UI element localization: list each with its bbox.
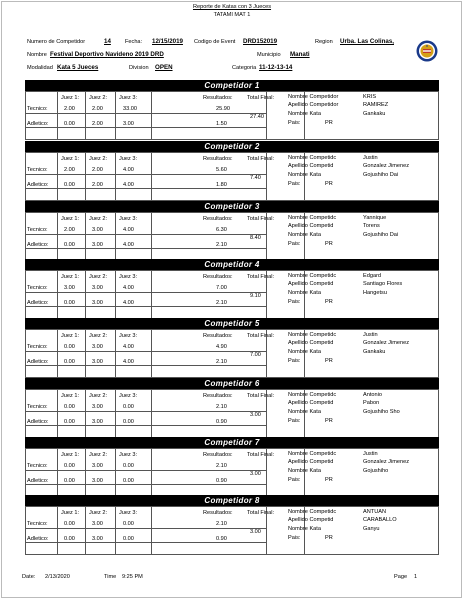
apellido-label: Apellido Competid [288, 281, 334, 287]
row-divider [26, 528, 266, 529]
tecnico-resultado: 2.10 [216, 521, 227, 527]
tecnico-label: Tecnico: [27, 167, 48, 173]
total-final-value: 3.00 [250, 471, 261, 477]
atletico-resultado: 0.90 [216, 536, 227, 542]
atletico-resultado: 0.90 [216, 478, 227, 484]
competitor-title: Competidor 3 [25, 201, 439, 212]
atletico-juez3: 4.00 [123, 300, 134, 306]
competitor-kata: Gojushiho Dai [363, 172, 399, 178]
tecnico-juez1: 0.00 [64, 463, 75, 469]
resultados-label: Resultados: [203, 156, 233, 162]
tecnico-resultado: 2.10 [216, 404, 227, 410]
tecnico-juez2: 3.00 [92, 344, 103, 350]
competitor-block [25, 80, 439, 141]
total-final-label: Total Final: [247, 274, 275, 280]
resultados-label: Resultados: [203, 452, 233, 458]
juez2-label: Juez 2: [89, 95, 108, 101]
atletico-resultado: 0.90 [216, 419, 227, 425]
atletico-juez2: 3.00 [92, 419, 103, 425]
atletico-label: Adletico: [27, 242, 49, 248]
total-final-label: Total Final: [247, 510, 275, 516]
row-divider [26, 234, 266, 235]
atletico-juez3: 0.00 [123, 419, 134, 425]
competitor-title: Competidor 1 [25, 80, 439, 91]
atletico-juez2: 3.00 [92, 242, 103, 248]
row-divider [57, 425, 266, 426]
nombre-label: Nombre Competidc [288, 273, 337, 279]
kata-label: Nombre Kata [288, 111, 321, 117]
resultados-label: Resultados: [203, 216, 233, 222]
resultados-label: Resultados: [203, 333, 233, 339]
competitor-pais: PR [325, 241, 333, 247]
competitor-score-box [25, 91, 439, 140]
row-divider [26, 411, 266, 412]
row-divider [26, 292, 266, 293]
competitor-block [25, 437, 439, 498]
juez2-label: Juez 2: [89, 393, 108, 399]
resultados-label: Resultados: [203, 393, 233, 399]
competitor-pais: PR [325, 477, 333, 483]
tecnico-juez3: 4.00 [123, 344, 134, 350]
competitor-pais: PR [325, 535, 333, 541]
kata-label: Nombre Kata [288, 526, 321, 532]
tecnico-juez3: 33.00 [123, 106, 137, 112]
competitor-surname: Pabon [363, 400, 380, 406]
tecnico-label: Tecnico: [27, 404, 48, 410]
table-divider [115, 390, 116, 438]
footer-date: 2/13/2020 [45, 574, 70, 580]
atletico-juez1: 0.00 [64, 536, 75, 542]
competitor-name: Antonio [363, 392, 382, 398]
juez2-label: Juez 2: [89, 510, 108, 516]
tecnico-juez1: 0.00 [64, 521, 75, 527]
table-divider [57, 449, 58, 497]
total-final-value: 7.40 [250, 175, 261, 181]
juez1-label: Juez 1: [61, 156, 80, 162]
competitor-block [25, 259, 439, 320]
competitor-surname: Torens [363, 223, 380, 229]
atletico-juez3: 3.00 [123, 121, 134, 127]
competitor-score-box [25, 448, 439, 497]
row-divider [26, 470, 266, 471]
nombre-label: Nombre Competidc [288, 155, 337, 161]
atletico-juez1: 0.00 [64, 359, 75, 365]
total-final-value: 3.00 [250, 412, 261, 418]
juez1-label: Juez 1: [61, 510, 80, 516]
atletico-label: Adletico: [27, 300, 49, 306]
pais-label: Pais: [288, 535, 301, 541]
competitor-pais: PR [325, 418, 333, 424]
table-divider [115, 507, 116, 555]
tecnico-resultado: 5.60 [216, 167, 227, 173]
juez2-label: Juez 2: [89, 452, 108, 458]
pais-label: Pais: [288, 241, 301, 247]
row-divider [57, 306, 266, 307]
tecnico-juez1: 3.00 [64, 285, 75, 291]
tecnico-juez3: 0.00 [123, 463, 134, 469]
atletico-juez1: 0.00 [64, 121, 75, 127]
competitor-pais: PR [325, 299, 333, 305]
juez3-label: Juez 3: [119, 452, 138, 458]
competitor-title: Competidor 5 [25, 318, 439, 329]
table-divider [85, 449, 86, 497]
juez2-label: Juez 2: [89, 156, 108, 162]
event-date: 12/15/2019 [152, 38, 183, 45]
total-final-label: Total Final: [247, 216, 275, 222]
tecnico-juez1: 0.00 [64, 404, 75, 410]
federation-logo-icon [416, 40, 438, 62]
competitor-surname: CARABALLO [363, 517, 397, 523]
kata-label: Nombre Kata [288, 468, 321, 474]
table-divider [115, 271, 116, 319]
competitor-surname: Santiago Flores [363, 281, 403, 287]
table-divider [57, 507, 58, 555]
juez2-label: Juez 2: [89, 274, 108, 280]
juez3-label: Juez 3: [119, 156, 138, 162]
competitor-name: Edgard [363, 273, 382, 279]
juez1-label: Juez 1: [61, 95, 80, 101]
atletico-juez3: 4.00 [123, 182, 134, 188]
competitor-name: Justin [363, 155, 378, 161]
table-divider [115, 153, 116, 201]
tecnico-juez1: 0.00 [64, 344, 75, 350]
total-final-label: Total Final: [247, 452, 275, 458]
table-divider [151, 213, 152, 261]
atletico-juez2: 3.00 [92, 536, 103, 542]
juez1-label: Juez 1: [61, 216, 80, 222]
table-divider [151, 271, 152, 319]
region: Urba. Las Colinas, [340, 38, 394, 45]
tecnico-juez3: 4.00 [123, 167, 134, 173]
competitor-surname: Gonzalez Jimenez [363, 340, 410, 346]
tecnico-resultado: 6.30 [216, 227, 227, 233]
competitor-block [25, 495, 439, 556]
juez3-label: Juez 3: [119, 274, 138, 280]
tecnico-juez3: 4.00 [123, 285, 134, 291]
table-divider [57, 92, 58, 140]
row-divider [57, 484, 266, 485]
atletico-juez1: 0.00 [64, 182, 75, 188]
table-divider [115, 449, 116, 497]
atletico-juez2: 2.00 [92, 182, 103, 188]
tecnico-resultado: 25.90 [216, 106, 230, 112]
competitor-block [25, 201, 439, 262]
row-divider [26, 127, 57, 128]
table-divider [115, 330, 116, 378]
tecnico-label: Tecnico: [27, 106, 48, 112]
juez3-label: Juez 3: [119, 95, 138, 101]
competitor-score-box [25, 329, 439, 378]
competitor-title: Competidor 4 [25, 259, 439, 270]
atletico-juez1: 0.00 [64, 300, 75, 306]
pais-label: Pais: [288, 477, 301, 483]
kata-label: Nombre Kata [288, 349, 321, 355]
total-final-label: Total Final: [247, 333, 275, 339]
nombre-label: Nombre Competidc [288, 215, 337, 221]
juez1-label: Juez 1: [61, 333, 80, 339]
competitor-pais: PR [325, 358, 333, 364]
competitor-score-box [25, 152, 439, 201]
competitor-block [25, 141, 439, 202]
event-code-label: Codigo de Event [194, 39, 236, 45]
tecnico-resultado: 7.00 [216, 285, 227, 291]
table-divider [85, 390, 86, 438]
tecnico-label: Tecnico: [27, 463, 48, 469]
competitor-name: ANTUAN [363, 509, 386, 515]
atletico-juez2: 2.00 [92, 121, 103, 127]
row-divider [26, 188, 57, 189]
table-divider [115, 213, 116, 261]
competitor-name: KRIS [363, 94, 377, 100]
atletico-juez3: 4.00 [123, 359, 134, 365]
row-divider [26, 365, 57, 366]
kata-label: Nombre Kata [288, 409, 321, 415]
tecnico-juez1: 2.00 [64, 227, 75, 233]
juez3-label: Juez 3: [119, 216, 138, 222]
apellido-label: Apellido Competid [288, 223, 334, 229]
competitor-count-label: Numero de Competidor [27, 39, 86, 45]
competitor-score-box [25, 212, 439, 261]
competitor-title: Competidor 8 [25, 495, 439, 506]
atletico-juez3: 0.00 [123, 478, 134, 484]
competitor-count: 14 [104, 38, 111, 45]
table-divider [57, 213, 58, 261]
kata-label: Nombre Kata [288, 172, 321, 178]
table-divider [57, 330, 58, 378]
footer-time-label: Time [104, 574, 117, 580]
municipality: Manati [290, 51, 310, 58]
atletico-label: Adletico: [27, 536, 49, 542]
atletico-juez2: 3.00 [92, 300, 103, 306]
table-divider [85, 92, 86, 140]
table-divider [57, 153, 58, 201]
tecnico-label: Tecnico: [27, 344, 48, 350]
total-final-value: 7.00 [250, 352, 261, 358]
atletico-resultado: 2.10 [216, 300, 227, 306]
report-title: Reporte de Katas con 3 Jueces [192, 4, 272, 10]
kata-label: Nombre Kata [288, 232, 321, 238]
competitor-name: Justin [363, 451, 378, 457]
atletico-resultado: 1.50 [216, 121, 227, 127]
apellido-label: Apellido Competid [288, 517, 334, 523]
pais-label: Pais: [288, 181, 301, 187]
kata-label: Nombre Kata [288, 290, 321, 296]
nombre-label: Nombre Competidc [288, 451, 337, 457]
tecnico-resultado: 4.90 [216, 344, 227, 350]
table-divider [57, 271, 58, 319]
juez3-label: Juez 3: [119, 510, 138, 516]
row-divider [26, 306, 57, 307]
table-divider [151, 330, 152, 378]
table-divider [151, 507, 152, 555]
table-divider [151, 153, 152, 201]
division-label: Division [129, 65, 149, 71]
nombre-label: Nombre Competidc [288, 392, 337, 398]
competitor-surname: Gonzalez Jimenez [363, 459, 410, 465]
competitor-block [25, 378, 439, 439]
competitor-kata: Hangetsu [363, 290, 387, 296]
apellido-label: Apellido Competid [288, 400, 334, 406]
table-divider [85, 213, 86, 261]
competitor-kata: Gankaku [363, 349, 386, 355]
pais-label: Pais: [288, 299, 301, 305]
tecnico-juez3: 4.00 [123, 227, 134, 233]
tecnico-juez2: 2.00 [92, 106, 103, 112]
footer-date-label: Date: [22, 574, 36, 580]
atletico-resultado: 2.10 [216, 242, 227, 248]
atletico-juez1: 0.00 [64, 419, 75, 425]
category: 11-12-13-14 [259, 64, 293, 71]
municipality-label: Municipio [257, 52, 281, 58]
juez2-label: Juez 2: [89, 216, 108, 222]
event-name-label: Nombre [27, 52, 47, 58]
event-code: DRD152019 [243, 38, 278, 45]
tecnico-label: Tecnico: [27, 227, 48, 233]
table-divider [85, 153, 86, 201]
total-final-value: 9.10 [250, 293, 261, 299]
competitor-kata: Gojushiho Dai [363, 232, 399, 238]
tecnico-juez2: 3.00 [92, 521, 103, 527]
total-final-value: 3.00 [250, 529, 261, 535]
competitor-kata: Ganyu [363, 526, 380, 532]
table-divider [57, 390, 58, 438]
atletico-label: Adletico: [27, 419, 49, 425]
table-divider [85, 507, 86, 555]
table-divider [85, 330, 86, 378]
competitor-score-box [25, 270, 439, 319]
competitor-title: Competidor 7 [25, 437, 439, 448]
atletico-label: Adletico: [27, 121, 49, 127]
juez3-label: Juez 3: [119, 333, 138, 339]
row-divider [57, 248, 266, 249]
apellido-label: Apellido Competid [288, 459, 334, 465]
row-divider [26, 425, 57, 426]
row-divider [57, 542, 266, 543]
tecnico-juez3: 0.00 [123, 404, 134, 410]
region-label: Region [315, 39, 333, 45]
competitor-pais: PR [325, 120, 333, 126]
atletico-juez1: 0.00 [64, 478, 75, 484]
modality: Kata 5 Jueces [57, 64, 99, 71]
total-final-value: 8.40 [250, 235, 261, 241]
atletico-juez2: 3.00 [92, 478, 103, 484]
footer-page-label: Page [394, 574, 408, 580]
nombre-label: Nombre Competidc [288, 509, 337, 515]
nombre-label: Nombre Competidor [288, 94, 339, 100]
total-final-value: 27.40 [250, 114, 264, 120]
atletico-juez1: 0.00 [64, 242, 75, 248]
competitor-kata: Gojushiho [363, 468, 389, 474]
atletico-label: Adletico: [27, 182, 49, 188]
atletico-juez3: 4.00 [123, 242, 134, 248]
row-divider [26, 484, 57, 485]
tecnico-juez2: 3.00 [92, 227, 103, 233]
atletico-juez3: 0.00 [123, 536, 134, 542]
footer-page: 1 [414, 574, 418, 580]
row-divider [57, 127, 266, 128]
competitor-name: Yannique [363, 215, 387, 221]
atletico-label: Adletico: [27, 359, 49, 365]
modality-label: Modalidad [27, 65, 53, 71]
nombre-label: Nombre Competidc [288, 332, 337, 338]
report-subtitle: TATAMI MAT 1 [213, 12, 251, 18]
row-divider [26, 248, 57, 249]
tecnico-resultado: 2.10 [216, 463, 227, 469]
tecnico-juez2: 3.00 [92, 463, 103, 469]
total-final-label: Total Final: [247, 156, 275, 162]
apellido-label: Apellido Competidor [288, 102, 339, 108]
juez1-label: Juez 1: [61, 393, 80, 399]
pais-label: Pais: [288, 418, 301, 424]
total-final-label: Total Final: [247, 95, 275, 101]
row-divider [57, 365, 266, 366]
competitor-name: Justin [363, 332, 378, 338]
competitor-block [25, 318, 439, 379]
atletico-resultado: 2.10 [216, 359, 227, 365]
total-final-label: Total Final: [247, 393, 275, 399]
date-label: Fecha: [125, 39, 143, 45]
apellido-label: Apellido Competid [288, 163, 334, 169]
tecnico-juez2: 3.00 [92, 404, 103, 410]
table-divider [85, 271, 86, 319]
table-divider [115, 92, 116, 140]
resultados-label: Resultados: [203, 95, 233, 101]
juez1-label: Juez 1: [61, 452, 80, 458]
event-name: Festival Deportivo Navideno 2019 DRD [50, 51, 164, 58]
table-divider [151, 390, 152, 438]
competitor-surname: Gonzalez Jimenez [363, 163, 410, 169]
resultados-label: Resultados: [203, 510, 233, 516]
competitor-kata: Gojushiho Sho [363, 409, 400, 415]
row-divider [26, 174, 266, 175]
row-divider [26, 351, 266, 352]
tecnico-label: Tecnico: [27, 521, 48, 527]
competitor-pais: PR [325, 181, 333, 187]
tecnico-juez2: 3.00 [92, 285, 103, 291]
competitor-score-box [25, 389, 439, 438]
table-divider [151, 92, 152, 140]
row-divider [57, 188, 266, 189]
competitor-title: Competidor 2 [25, 141, 439, 152]
category-label: Categoria [232, 65, 257, 71]
row-divider [26, 542, 57, 543]
juez3-label: Juez 3: [119, 393, 138, 399]
tecnico-label: Tecnico: [27, 285, 48, 291]
pais-label: Pais: [288, 358, 301, 364]
table-divider [151, 449, 152, 497]
competitor-surname: RAMIREZ [363, 102, 389, 108]
tecnico-juez1: 2.00 [64, 106, 75, 112]
atletico-juez2: 3.00 [92, 359, 103, 365]
row-divider [26, 113, 266, 114]
tecnico-juez3: 0.00 [123, 521, 134, 527]
footer-time: 9:25 PM [122, 574, 143, 580]
competitor-score-box [25, 506, 439, 555]
resultados-label: Resultados: [203, 274, 233, 280]
atletico-resultado: 1.80 [216, 182, 227, 188]
division: OPEN [155, 64, 173, 71]
atletico-label: Adletico: [27, 478, 49, 484]
pais-label: Pais: [288, 120, 301, 126]
competitor-title: Competidor 6 [25, 378, 439, 389]
tecnico-juez1: 2.00 [64, 167, 75, 173]
competitor-kata: Gankaku [363, 111, 386, 117]
juez1-label: Juez 1: [61, 274, 80, 280]
tecnico-juez2: 2.00 [92, 167, 103, 173]
juez2-label: Juez 2: [89, 333, 108, 339]
apellido-label: Apellido Competid [288, 340, 334, 346]
